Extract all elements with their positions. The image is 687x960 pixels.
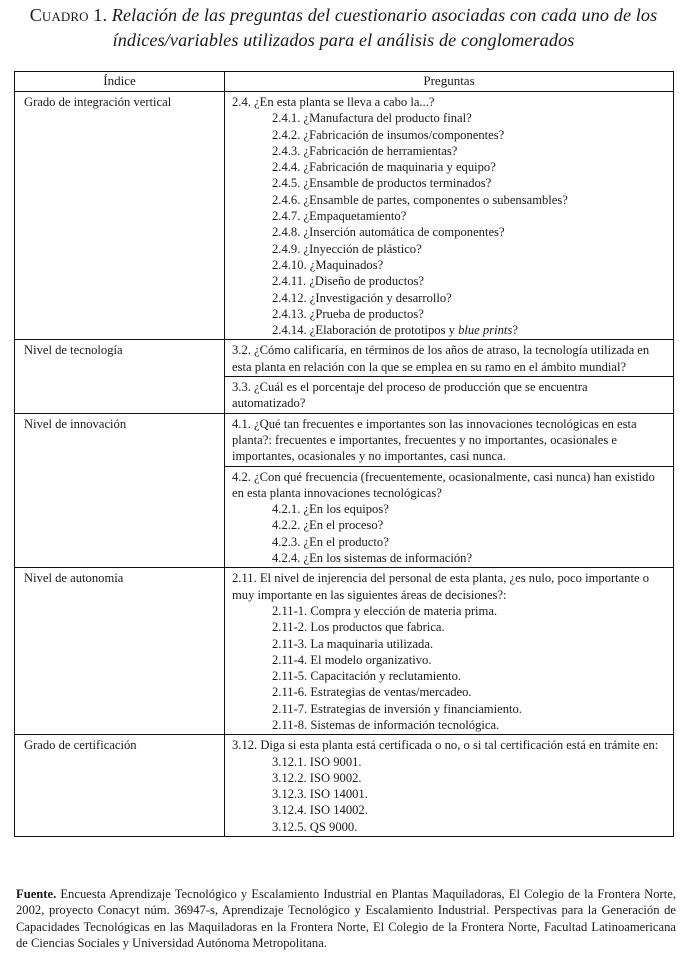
sub-question: 2.11-2. Los productos que fabrica. xyxy=(272,620,445,635)
caption-label: Cuadro 1. xyxy=(29,5,108,25)
indice-cell: Nivel de tecnología xyxy=(15,340,225,413)
caption-text: Relación de las preguntas del cuestionario asociadas con cada uno de los índices/variables utilizados para el análisis de conglomerados xyxy=(111,5,658,50)
table-row xyxy=(15,413,674,466)
sub-question: 3.12.1. ISO 9001. xyxy=(272,754,362,769)
question-text: 2.11. El nivel de injerencia del personal de esta planta, ¿es nulo, poco importante o muy importante en las siguientes áreas de decisiones?: xyxy=(232,571,650,602)
question-cell xyxy=(225,568,674,735)
sub-question: 4.2.4. ¿En los sistemas de información? xyxy=(272,551,473,566)
sub-question: 2.11-1. Compra y elección de materia prima. xyxy=(272,603,498,618)
header-row xyxy=(15,72,674,92)
question-text: 4.1. ¿Qué tan frecuentes e importantes son las innovaciones tecnológicas en esta planta?: frecuentes e importantes, frecuentes y no importantes, ocasionales e importantes, ocasionales y no importantes, casi nunca. xyxy=(232,416,637,464)
sub-question: 3.12.4. ISO 14002. xyxy=(272,803,368,818)
question-cell xyxy=(225,377,674,414)
indice-cell: Nivel de autonomía xyxy=(15,568,225,735)
header-preguntas: Preguntas xyxy=(225,72,674,92)
sub-question: 2.4.5. ¿Ensamble de productos terminados? xyxy=(272,176,492,191)
sub-question: 3.12.2. ISO 9002. xyxy=(272,770,362,785)
sub-question: 2.4.10. ¿Maquinados? xyxy=(272,257,384,272)
sub-question: 2.11-8. Sistemas de información tecnológica. xyxy=(272,717,500,732)
question-text: 2.4. ¿En esta planta se lleva a cabo la...? xyxy=(232,95,435,109)
sub-question: 2.11-4. El modelo organizativo. xyxy=(272,652,432,667)
sub-question: 2.11-7. Estrategias de inversión y financiamiento. xyxy=(272,701,522,716)
question-text: 3.2. ¿Cómo calificaría, en términos de los años de atraso, la tecnología utilizada en esta planta en relación con la que se emplea en su ramo en el ámbito mundial? xyxy=(232,343,650,374)
question-cell xyxy=(225,735,674,837)
question-cell xyxy=(225,466,674,568)
table-caption xyxy=(10,3,677,53)
sub-question: 2.4.6. ¿Ensamble de partes, componentes o subensambles? xyxy=(272,192,568,207)
sub-question: 2.11-5. Capacitación y reclutamiento. xyxy=(272,669,462,684)
sub-question-suffix: ? xyxy=(512,323,518,338)
sub-question: 2.4.7. ¿Empaquetamiento? xyxy=(272,209,407,224)
sub-question: 2.4.4. ¿Fabricación de maquinaria y equipo? xyxy=(272,160,496,175)
questions-table xyxy=(14,71,674,837)
indice-cell: Grado de certificación xyxy=(15,735,225,837)
sub-question: 4.2.1. ¿En los equipos? xyxy=(272,502,389,517)
sub-question: 3.12.5. QS 9000. xyxy=(272,819,358,834)
question-text: 3.3. ¿Cuál es el porcentaje del proceso de producción que se encuentra automatizado? xyxy=(232,380,588,411)
header-indice: Índice xyxy=(15,72,225,92)
sub-question: 2.4.1. ¿Manufactura del producto final? xyxy=(272,111,472,126)
table-row xyxy=(15,568,674,735)
sub-question xyxy=(232,322,663,338)
sub-question: 2.4.2. ¿Fabricación de insumos/componentes? xyxy=(272,127,505,142)
sub-question: 2.4.11. ¿Diseño de productos? xyxy=(272,274,425,289)
sub-question: 2.4.8. ¿Inserción automática de componentes? xyxy=(272,225,505,240)
question-text: 4.2. ¿Con qué frecuencia (frecuentemente, ocasionalmente, casi nunca) han existido en esta planta innovaciones tecnológicas? xyxy=(232,469,655,500)
table-row xyxy=(15,735,674,837)
sub-question: 2.4.3. ¿Fabricación de herramientas? xyxy=(272,143,458,158)
sub-question: 3.12.3. ISO 14001. xyxy=(272,787,368,802)
source-label: Fuente. xyxy=(16,887,57,901)
question-cell xyxy=(225,413,674,466)
indice-cell: Nivel de innovación xyxy=(15,413,225,568)
sub-question: 2.4.9. ¿Inyección de plástico? xyxy=(272,241,422,256)
sub-question: 2.4.12. ¿Investigación y desarrollo? xyxy=(272,290,452,305)
sub-question: 4.2.2. ¿En el proceso? xyxy=(272,518,384,533)
question-cell xyxy=(225,92,674,340)
question-cell xyxy=(225,340,674,377)
sub-question: 2.11-3. La maquinaria utilizada. xyxy=(272,636,434,651)
question-text: 3.12. Diga si esta planta está certificada o no, o si tal certificación está en trámite en: xyxy=(232,738,659,753)
source-text: Encuesta Aprendizaje Tecnológico y Escalamiento Industrial en Plantas Maquiladoras, El Colegio de la Frontera Norte, 2002, proyecto Conacyt núm. 36947-s, Aprendizaje Tecnológico y Escalamiento Industrial. Perspectivas para la Generación de Capacidades Tecnológicas en las Maquiladoras en la Frontera Norte, El Colegio de la Frontera Norte, Facultad Latinoamericana de Ciencias Sociales y Universidad Autónoma Metropolitana. xyxy=(16,887,676,950)
table-row xyxy=(15,92,674,340)
sub-question-prefix: 2.4.14. ¿Elaboración de prototipos y xyxy=(272,323,459,338)
sub-question: 2.11-6. Estrategias de ventas/mercadeo. xyxy=(272,685,472,700)
sub-question-italic: blue prints xyxy=(458,323,513,338)
sub-question: 4.2.3. ¿En el producto? xyxy=(272,534,389,549)
table-row xyxy=(15,340,674,377)
indice-cell: Grado de integración vertical xyxy=(15,92,225,340)
source-note xyxy=(16,886,676,951)
sub-question: 2.4.13. ¿Prueba de productos? xyxy=(272,306,424,321)
